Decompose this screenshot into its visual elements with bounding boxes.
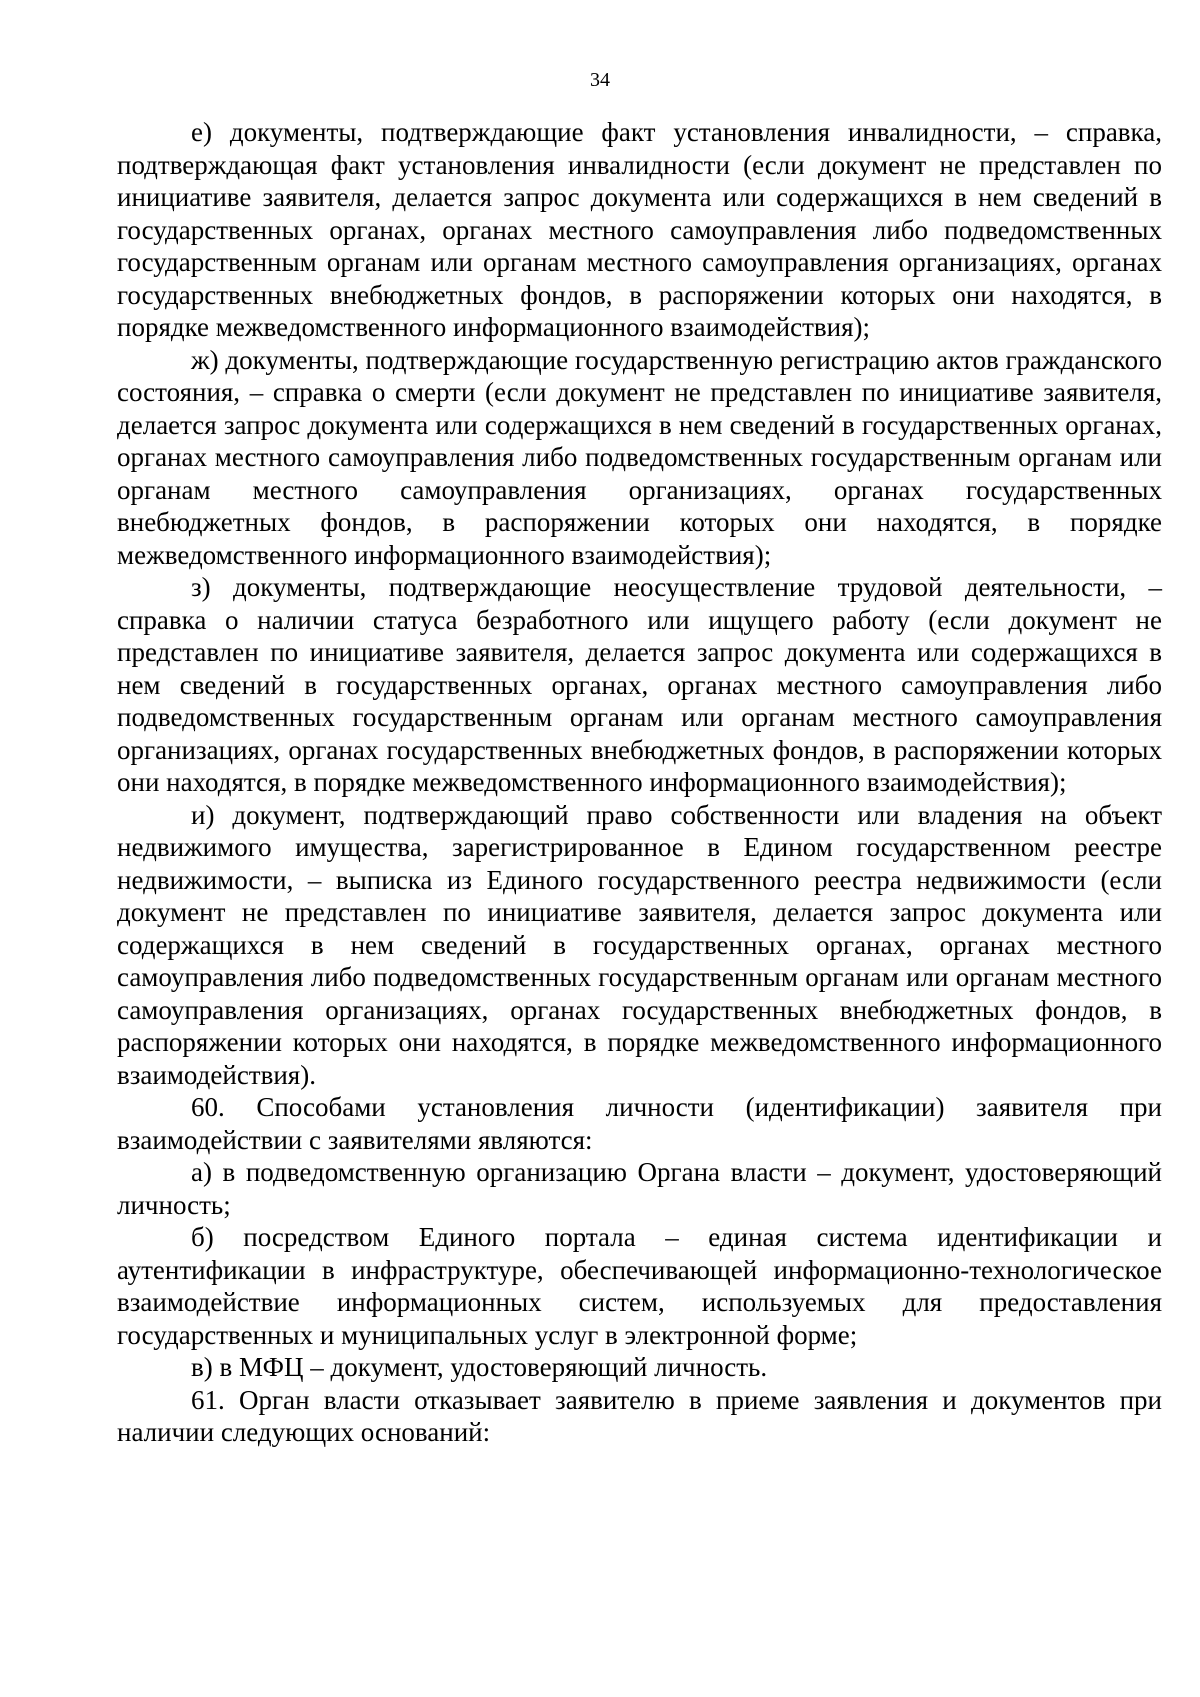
paragraph-item-b: б) посредством Единого портала – единая система идентификации и аутентификации в инфраструктуре, обеспечивающей информационно-технологическое взаимодействие информационных систем, используемых для предоставления государственных и муниципальных услуг в электронной форме;: [117, 1222, 1162, 1350]
paragraph-item-a: а) в подведомственную организацию Органа власти – документ, удостоверяющий личность;: [117, 1157, 1162, 1220]
paragraph-item-i: и) документ, подтверждающий право собственности или владения на объект недвижимого имущества, зарегистрированное в Едином государственном реестре недвижимости, – выписка из Единого государственного реестра недвижимости (если документ не представлен по инициативе заявителя, делается запрос документа или содержащихся в нем сведений в государственных органах, органах местного самоуправления либо подведомственных государственным органам или органам местного самоуправления организациях, органах государственных внебюджетных фондов, в распоряжении которых они находятся, в порядке межведомственного информационного взаимодействия).: [117, 799, 1162, 1090]
page-number: 34: [590, 69, 610, 91]
paragraph-item-z: з) документы, подтверждающие неосуществление трудовой деятельности, – справка о наличии статуса безработного или ищущего работу (если документ не представлен по инициативе заявителя, делается запрос документа или содержащихся в нем сведений в государственных органах, органах местного самоуправления либо подведомственных государственным органам или органам местного самоуправления организациях, органах государственных внебюджетных фондов, в распоряжении которых они находятся, в порядке межведомственного информационного взаимодействия);: [117, 572, 1162, 797]
document-body: [117, 116, 1162, 1449]
paragraph-item-e: е) документы, подтверждающие факт установления инвалидности, – справка, подтверждающая факт установления инвалидности (если документ не представлен по инициативе заявителя, делается запрос документа или содержащихся в нем сведений в государственных органах, органах местного самоуправления либо подведомственных государственным органам или органам местного самоуправления организациях, органах государственных внебюджетных фондов, в распоряжении которых они находятся, в порядке межведомственного информационного взаимодействия);: [117, 117, 1162, 342]
paragraph-clause-60: 60. Способами установления личности (идентификации) заявителя при взаимодействии с заявителями являются:: [117, 1092, 1162, 1155]
paragraph-clause-61: 61. Орган власти отказывает заявителю в приеме заявления и документов при наличии следующих оснований:: [117, 1384, 1162, 1447]
paragraph-item-zh: ж) документы, подтверждающие государственную регистрацию актов гражданского состояния, – справка о смерти (если документ не представлен по инициативе заявителя, делается запрос документа или содержащихся в нем сведений в государственных органах, органах местного самоуправления либо подведомственных государственным органам или органам местного самоуправления организациях, органах государственных внебюджетных фондов, в распоряжении которых они находятся, в порядке межведомственного информационного взаимодействия);: [117, 344, 1162, 570]
paragraph-item-v: в) в МФЦ – документ, удостоверяющий личность.: [191, 1352, 768, 1382]
